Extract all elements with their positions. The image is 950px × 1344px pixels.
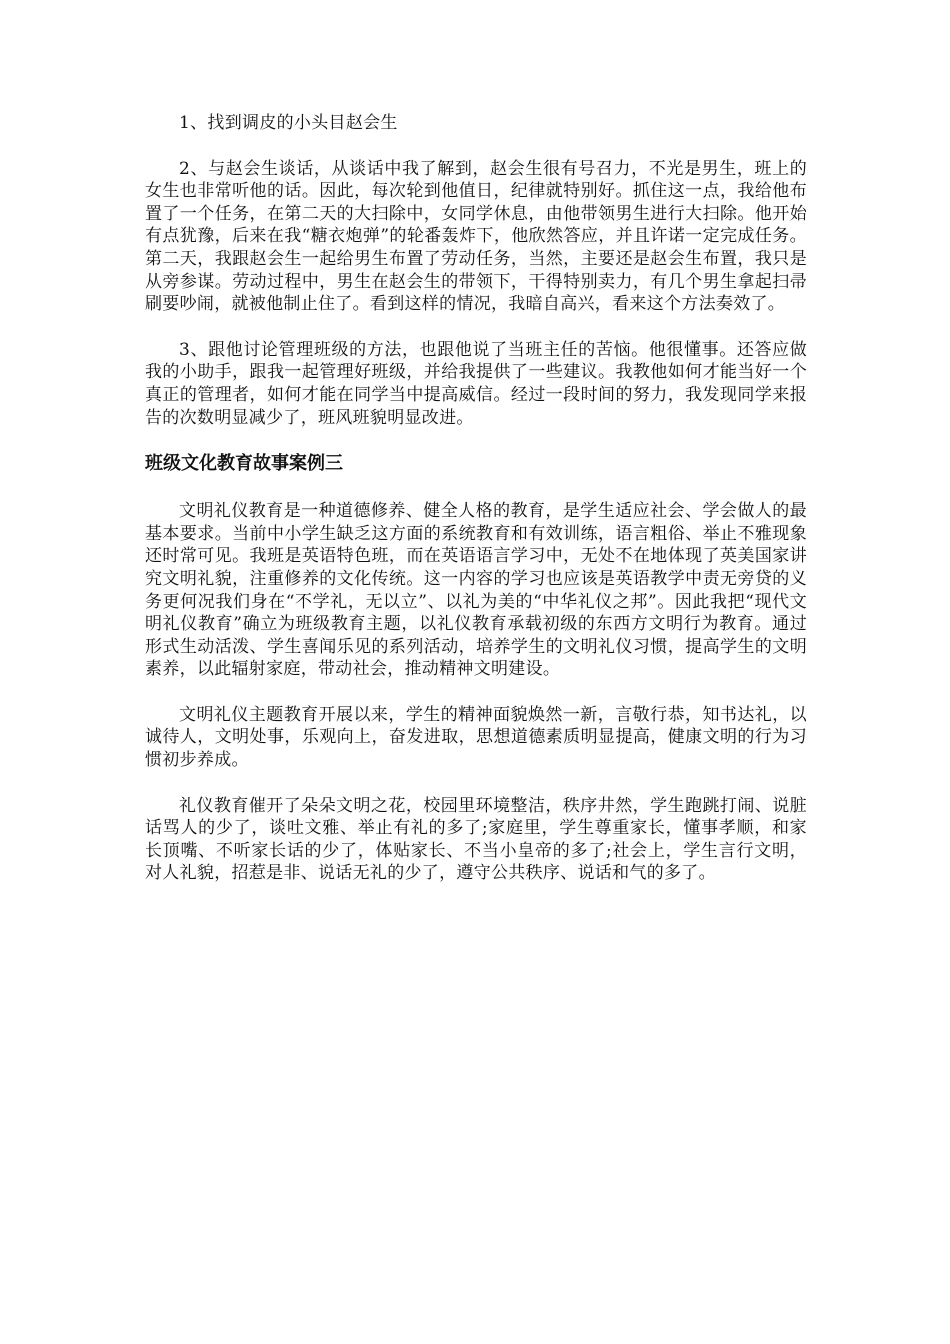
step-2-paragraph: 2、与赵会生谈话，从谈话中我了解到，赵会生很有号召力，不光是男生，班上的女生也非常听他的话。因此，每次轮到他值日，纪律就特别好。抓住这一点，我给他布置了一个任务，在第二天的大扫除中，女同学休息，由他带领男生进行大扫除。他开始有点犹豫，后来在我“糖衣炮弹”的轮番轰炸下，他欣然答应，并且许诺一定完成任务。第二天，我跟赵会生一起给男生布置了劳动任务，当然，主要还是赵会生布置，我只是从旁参谋。劳动过程中，男生在赵会生的带领下，干得特别卖力，有几个男生拿起扫帚刷要吵闹，就被他制止住了。看到这样的情况，我暗自高兴，看来这个方法奏效了。 <box>145 158 807 315</box>
etiquette-intro-paragraph: 文明礼仪教育是一种道德修养、健全人格的教育，是学生适应社会、学会做人的最基本要求。当前中小学生缺乏这方面的系统教育和有效训练，语言粗俗、举止不雅现象还时常可见。我班是英语特色班，而在英语语言学习中，无处不在地体现了英美国家讲究文明礼貌，注重修养的文化传统。这一内容的学习也应该是英语教学中责无旁贷的义务更何况我们身在“不学礼，无以立”、以礼为美的“中华礼仪之邦”。因此我把“现代文明礼仪教育”确立为班级教育主题，以礼仪教育承载初级的东西方文明行为教育。通过形式生动活泼、学生喜闻乐见的系列活动，培养学生的文明礼仪习惯，提高学生的文明素养，以此辐射家庭，带动社会，推动精神文明建设。 <box>145 501 807 680</box>
step-1-paragraph: 1、找到调皮的小头目赵会生 <box>179 113 398 133</box>
document-page <box>145 112 807 908</box>
step-3-paragraph: 3、跟他讨论管理班级的方法，也跟他说了当班主任的苦恼。他很懂事。还答应做我的小助手，跟我一起管理好班级，并给我提供了一些建议。我教他如何才能当好一个真正的管理者，如何才能在同学当中提高威信。经过一段时间的努力，我发现同学来报告的次数明显减少了，班风班貌明显改进。 <box>145 339 807 428</box>
etiquette-effects-paragraph: 礼仪教育催开了朵朵文明之花，校园里环境整洁，秩序井然，学生跑跳打闹、说脏话骂人的少了，谈吐文雅、举止有礼的多了;家庭里，学生尊重家长，懂事孝顺，和家长顶嘴、不听家长话的少了，体贴家长、不当小皇帝的多了;社会上，学生言行文明，对人礼貌，招惹是非、说话无礼的少了，遵守公共秩序、说话和气的多了。 <box>145 795 807 884</box>
etiquette-results-paragraph: 文明礼仪主题教育开展以来，学生的精神面貌焕然一新，言敬行恭，知书达礼，以诚待人，文明处事，乐观向上，奋发进取，思想道德素质明显提高，健康文明的行为习惯初步养成。 <box>145 704 807 771</box>
section-heading: 班级文化教育故事案例三 <box>145 453 343 475</box>
